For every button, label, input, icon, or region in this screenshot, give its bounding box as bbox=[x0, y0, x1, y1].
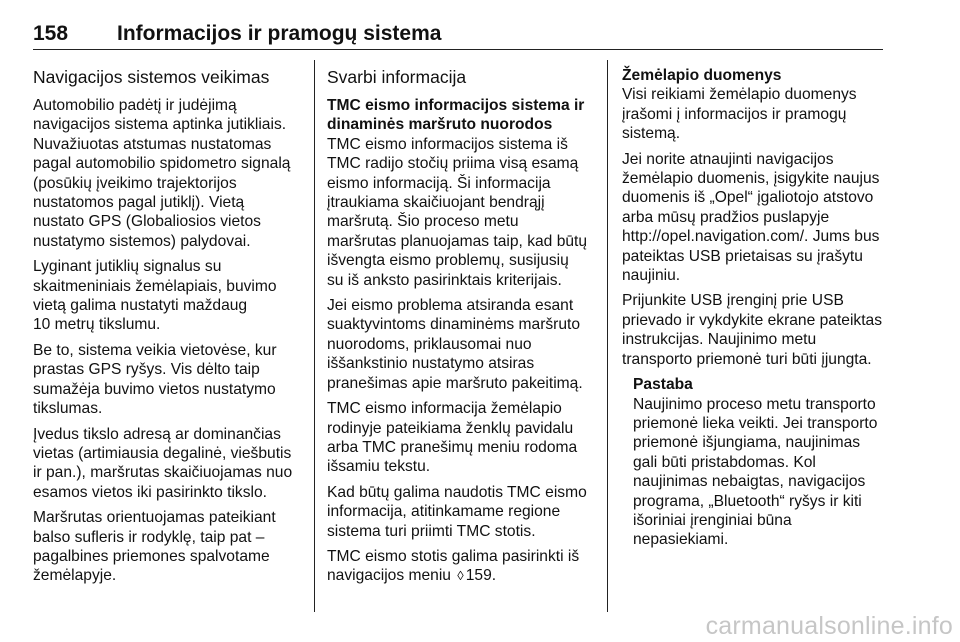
paragraph: Prijunkite USB įrenginį prie USB prievado ir vykdykite ekrane pateiktas instrukcijas. Naujinimo metu transporto priemonė turi būti įjungta. bbox=[622, 292, 883, 368]
column-heading: Navigacijos sistemos veikimas bbox=[33, 67, 270, 87]
paragraph-with-reference bbox=[327, 547, 595, 586]
page-header bbox=[33, 22, 441, 50]
paragraph: Visi reikiami žemėlapio duomenys įrašomi į informacijos ir pramogų sistemą. bbox=[622, 86, 857, 143]
paragraph: Automobilio padėtį ir judėjimą navigacijos sistema aptinka jutikliais. Nuvažiuotas atstumas nustatomas pagal automobilio spidometro signalą (posūkių įveikimo trajektorijos nustatomos pagal jutiklį). Vietą nustato GPS (Globaliosios vietos nustatymo sistemos) palydovai. bbox=[33, 97, 291, 250]
page-reference-arrow-icon: ◊ bbox=[457, 568, 464, 584]
paragraph: Įvedus tikslo adresą ar dominančias vietas (artimiausia degalinė, viešbutis ir pan.), maršrutas skaičiuojamas nuo esamos vietos iki pasirinkto tikslo. bbox=[33, 425, 293, 501]
column-navigation-operation bbox=[33, 66, 308, 592]
paragraph: Kad būtų galima naudotis TMC eismo informacija, atitinkamame regione sistema turi priimti TMC stotis. bbox=[327, 483, 587, 540]
paragraph: TMC eismo informacija žemėlapio rodinyje pateikiama ženklų pavidalu arba TMC pranešimų meniu rodoma išsamiu tekstu. bbox=[327, 400, 578, 476]
paragraph: TMC eismo informacijos sistema iš TMC radijo stočių priima visą esamą eismo informaciją. Ši informacija įtraukiama skaičiuojant bendrąjį maršrutą. Šio proceso metu maršrutas planuojamas taip, kad būtų išvengta eismo problemų, susijusių su iš anksto pasirinktais kriterijais. bbox=[327, 135, 588, 289]
paragraph: Maršrutas orientuojamas pateikiant balso sufleris ir rodyklę, taip pat – pagalbines priemones spalvotame žemėlapyje. bbox=[33, 509, 276, 585]
column-divider-2 bbox=[607, 60, 608, 612]
paragraph-text: TMC eismo stotis galima pasirinkti iš navigacijos meniu bbox=[327, 547, 580, 585]
subheading: TMC eismo informacijos sistema ir dinaminės maršruto nuorodos bbox=[327, 97, 585, 134]
paragraph: Jei norite atnaujinti navigacijos žemėlapio duomenis, įsigykite naujus duomenis iš „Opel“ įgaliotojo atstovo arba mūsų pradžios puslapyje http://opel.navigation.com/. Jums bus pateiktas USB prietaisas su įrašytu naujiniu. bbox=[622, 150, 880, 285]
section-title: Informacijos ir pramogų sistema bbox=[117, 22, 442, 45]
column-heading: Svarbi informacija bbox=[327, 67, 467, 87]
column-divider-1 bbox=[314, 60, 315, 612]
page-reference-link[interactable]: 159. bbox=[465, 567, 497, 585]
paragraph: Be to, sistema veikia vietovėse, kur prastas GPS ryšys. Vis dėlto taip sumažėja buvimo vietos nustatymo tikslumas. bbox=[33, 341, 277, 418]
subheading: Žemėlapio duomenys bbox=[622, 67, 782, 84]
note-text: Naujinimo proceso metu transporto priemonė lieka veikti. Jei transporto priemonė išjungiama, naujinimas gali būti pristabdomas. Kol naujinimas nebaigtas, navigacijos programa, „Bluetooth“ ryšys ir kiti išoriniai įrenginiai būna nepasiekiami. bbox=[633, 395, 878, 549]
paragraph: Lyginant jutiklių signalus su skaitmeniniais žemėlapiais, buvimo vietą galima nustatyti maždaug 10 metrų tikslumu. bbox=[33, 258, 277, 334]
header-rule bbox=[33, 49, 883, 50]
paragraph: Jei eismo problema atsiranda esant suaktyvintoms dinaminėms maršruto nuorodoms, priklausomai nuo iššankstinio nustatymo atsiras pranešimas apie maršruto pakeitimą. bbox=[327, 297, 583, 392]
note-box bbox=[622, 375, 890, 550]
watermark: carmanualsonline.info bbox=[705, 612, 953, 640]
note-title: Pastaba bbox=[633, 376, 693, 394]
column-important-info bbox=[327, 66, 595, 592]
page-number: 158 bbox=[33, 22, 69, 45]
column-map-data bbox=[622, 66, 890, 556]
